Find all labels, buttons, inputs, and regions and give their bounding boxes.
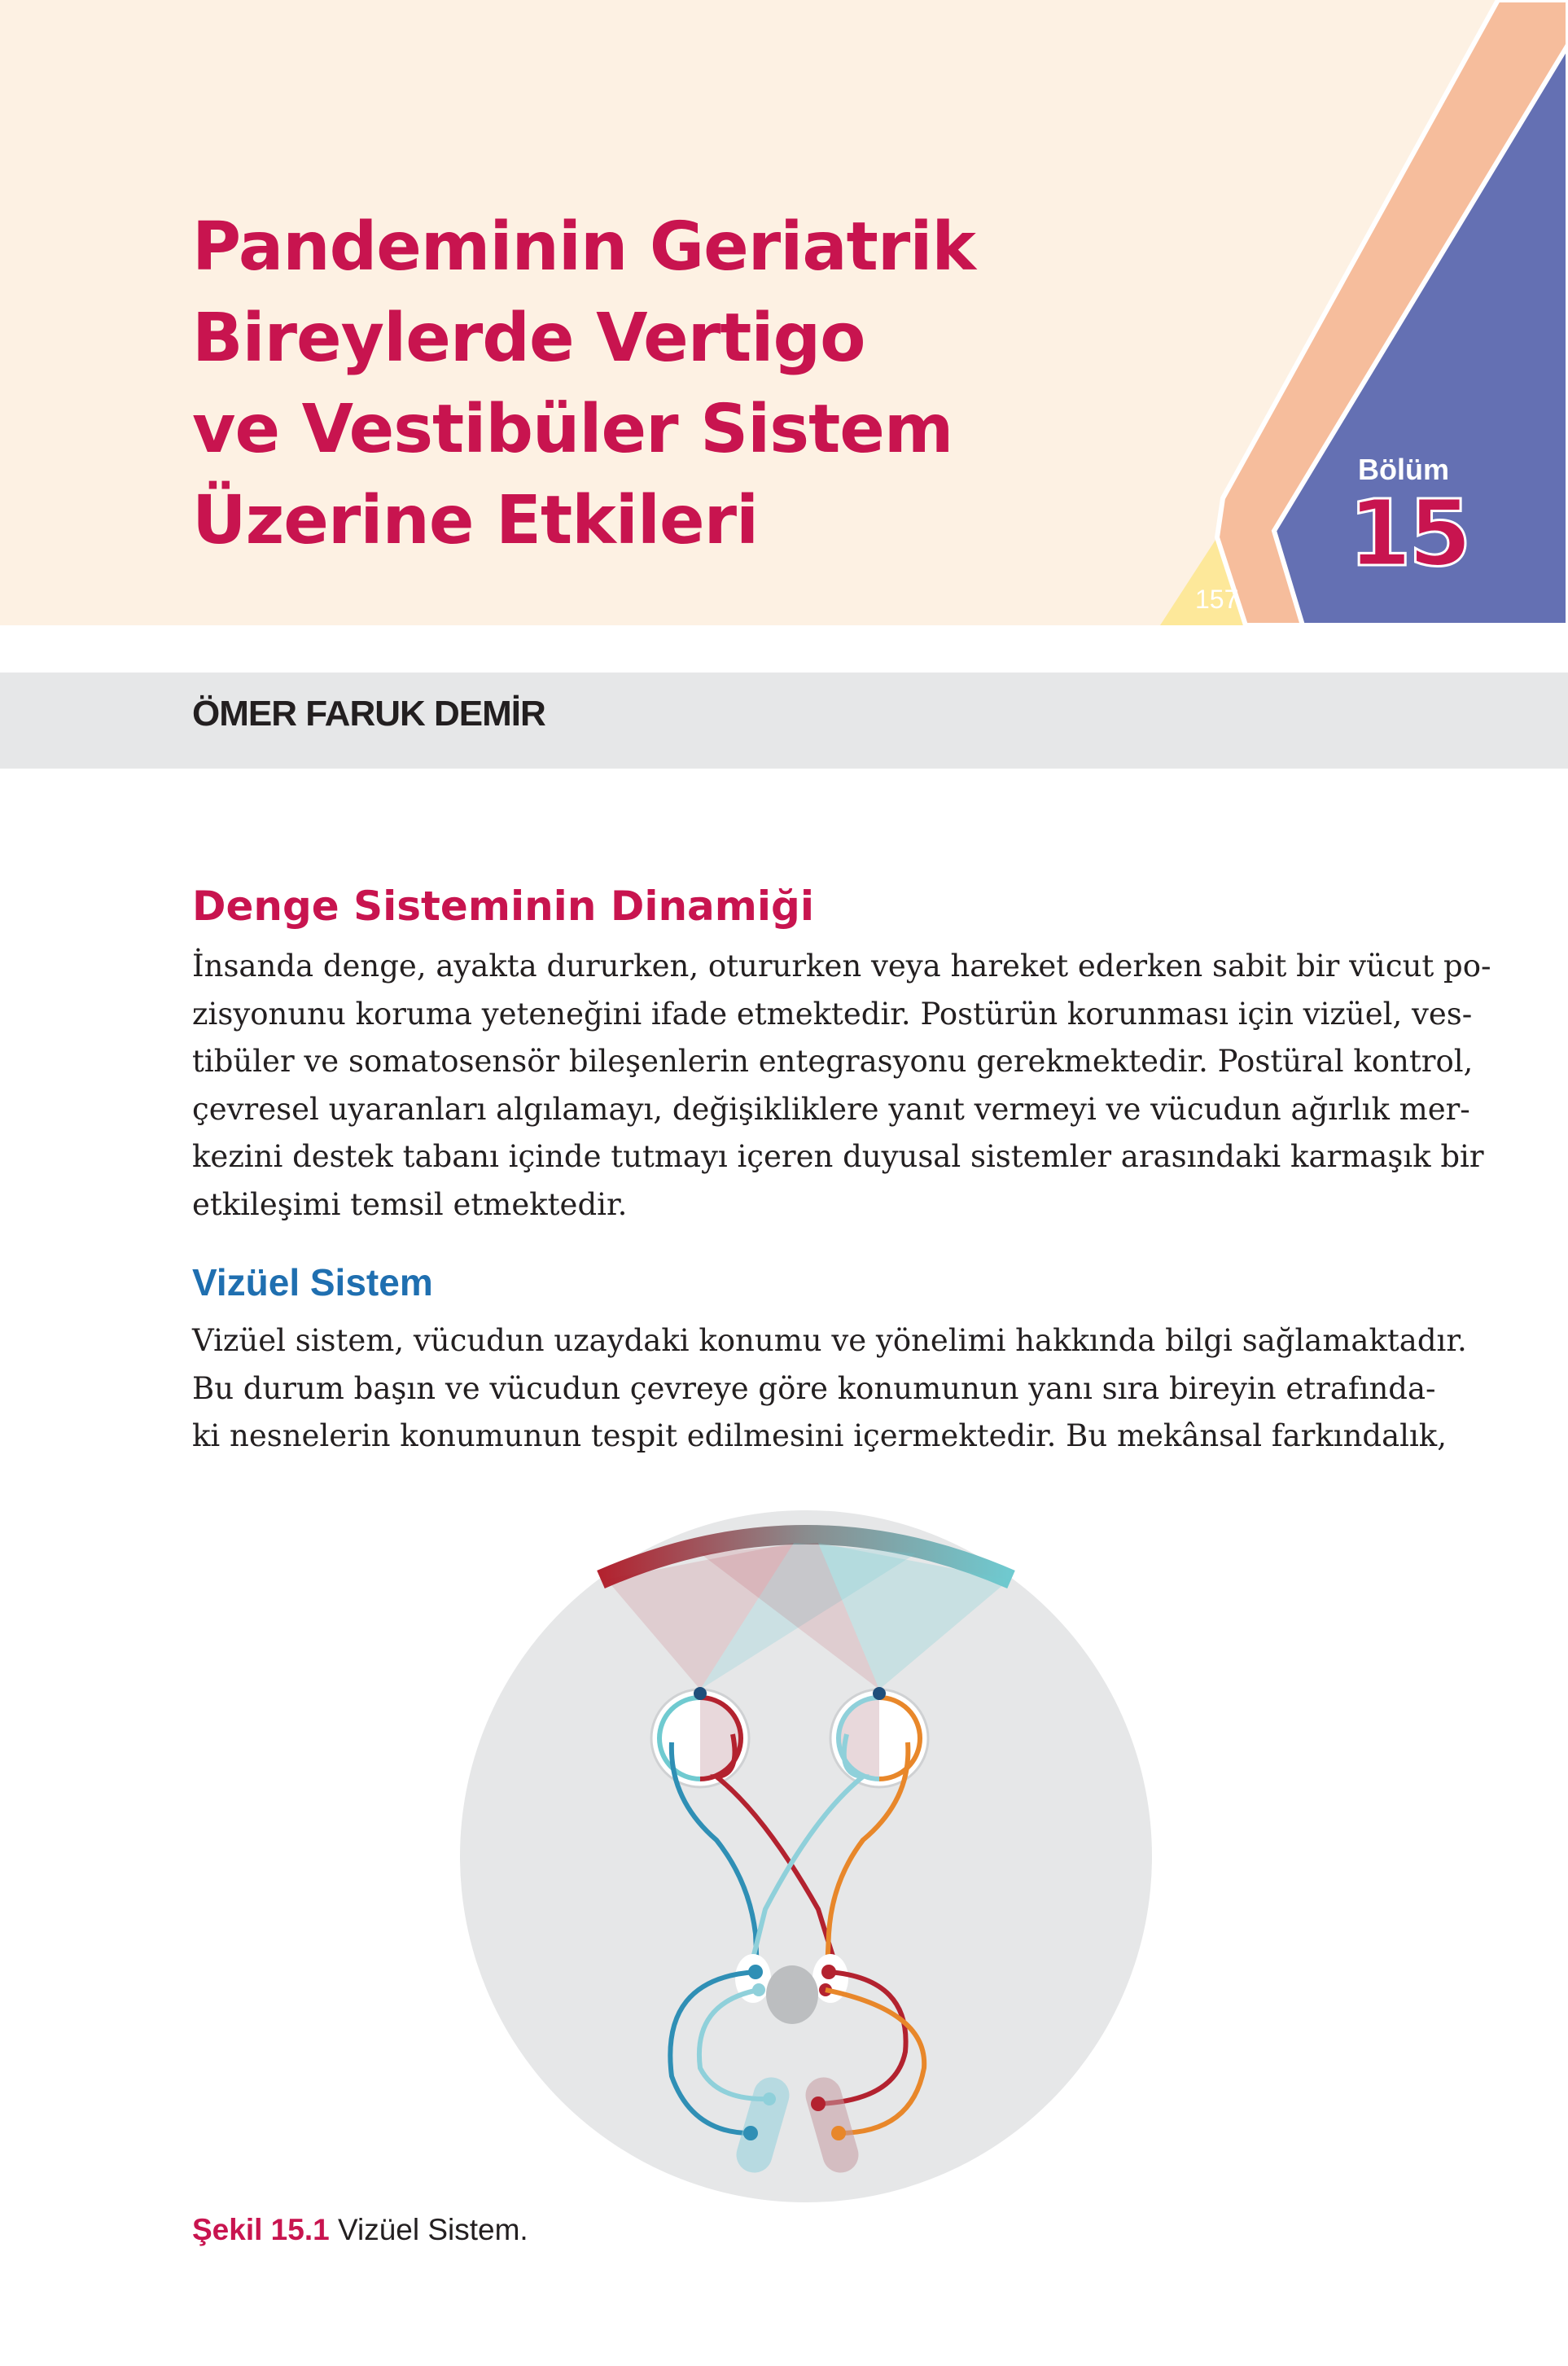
cortex-dot-red bbox=[811, 2097, 826, 2111]
paragraph-line: İnsanda denge, ayakta dururken, otururken veya hareket ederken sabit bir vücut po- bbox=[192, 949, 1491, 984]
right-lens-icon bbox=[873, 1687, 886, 1700]
figure-caption-number: Şekil 15.1 bbox=[192, 2213, 330, 2246]
section-heading: Denge Sisteminin Dinamiği bbox=[192, 883, 814, 930]
chapter-title bbox=[192, 202, 1153, 567]
paragraph-line: etkileşimi temsil etmektedir. bbox=[192, 1186, 628, 1222]
paragraph-line: Vizüel sistem, vücudun uzaydaki konumu ve yönelimi hakkında bilgi sağlamaktadır. bbox=[192, 1323, 1467, 1358]
paragraph-line: tibüler ve somatosensör bileşenlerin entegrasyonu gerekmektedir. Postüral kontrol, bbox=[192, 1044, 1474, 1079]
chapter-title-line: Pandeminin Geriatrik bbox=[192, 208, 975, 286]
subsection-paragraph bbox=[192, 1317, 1467, 1461]
chapter-label: Bölüm bbox=[1358, 453, 1449, 486]
midbrain-shape bbox=[766, 1965, 818, 2024]
section-paragraph bbox=[192, 943, 1491, 1229]
chapter-title-line: ve Vestibüler Sistem bbox=[192, 391, 953, 468]
paragraph-line: ki nesnelerin konumunun tespit edilmesini içermektedir. Bu mekânsal farkındalık, bbox=[192, 1418, 1447, 1453]
subsection-heading: Vizüel Sistem bbox=[192, 1261, 433, 1303]
paragraph-line: çevresel uyaranları algılamayı, değişikliklere yanıt vermeyi ve vücudun ağırlık mer- bbox=[192, 1091, 1470, 1127]
cortex-dot-orange bbox=[831, 2126, 846, 2140]
cortex-dot-teal bbox=[743, 2126, 758, 2140]
left-lens-icon bbox=[694, 1687, 707, 1700]
paragraph-line: Bu durum başın ve vücudun çevreye göre konumunun yanı sıra bireyin etrafında- bbox=[192, 1370, 1436, 1406]
figure-caption bbox=[192, 2213, 528, 2247]
page-number: 157 bbox=[1195, 585, 1239, 614]
cortex-dot-light bbox=[763, 2092, 776, 2105]
paragraph-line: zisyonunu koruma yeteneğini ifade etmektedir. Postürün korunması için vizüel, ves- bbox=[192, 996, 1473, 1032]
author-name: ÖMER FARUK DEMİR bbox=[192, 694, 545, 734]
chapter-number: 15 bbox=[1348, 481, 1469, 587]
visual-system-figure bbox=[456, 1490, 1156, 2206]
chapter-title-line: Bireylerde Vertigo bbox=[192, 300, 865, 377]
paragraph-line: kezini destek tabanı içinde tutmayı içeren duyusal sistemler arasındaki karmaşık bir bbox=[192, 1139, 1484, 1174]
chapter-title-line: Üzerine Etkileri bbox=[192, 482, 759, 559]
figure-caption-text: Vizüel Sistem. bbox=[337, 2213, 528, 2246]
